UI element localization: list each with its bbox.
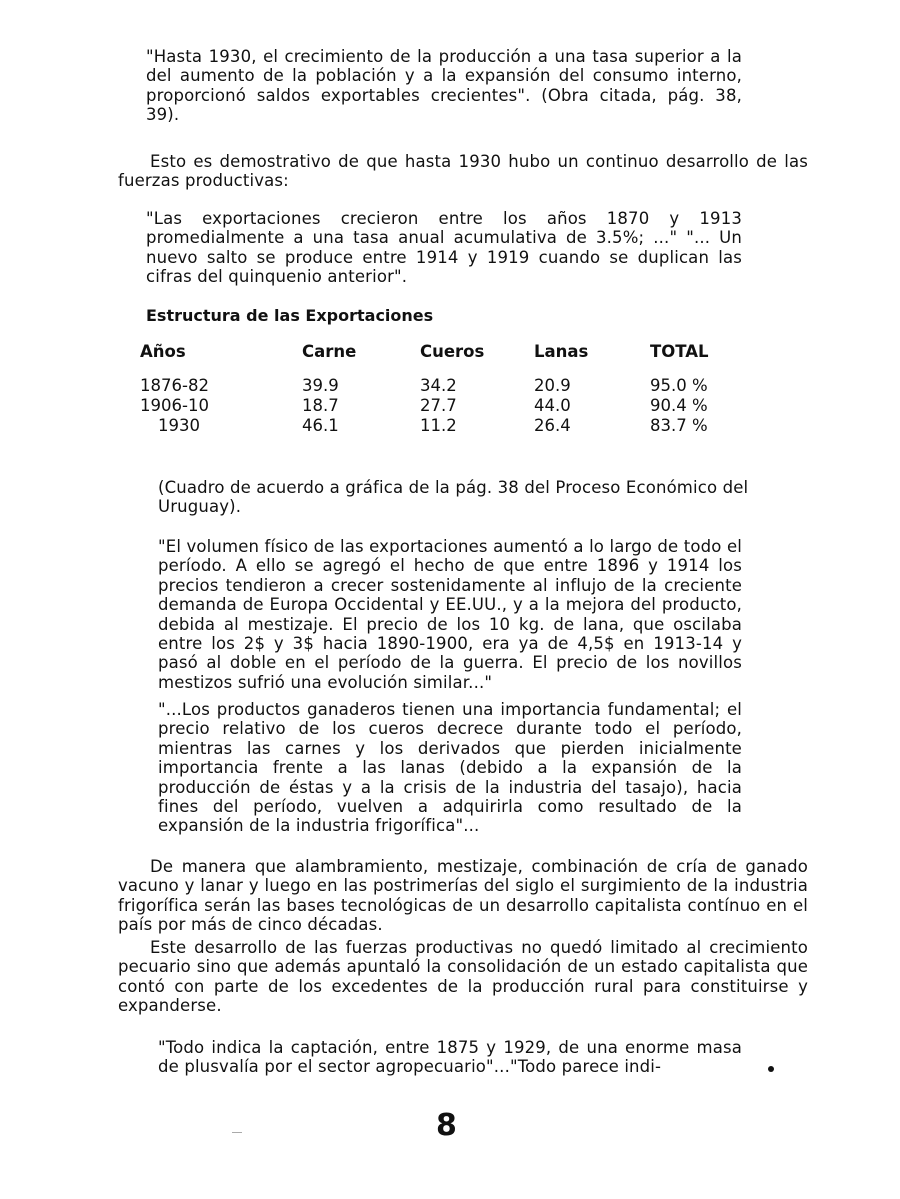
quote-block-2: "Las exportaciones crecieron entre los años 1870 y 1913 promedialmente a una tasa anual acumulativa de 3.5%; ..." "... Un nuevo salto se produce entre 1914 y 1919 cuando se duplican las cifras del quinquenio anterior". bbox=[146, 209, 742, 287]
cell-hides: 11.2 bbox=[420, 416, 457, 435]
table-row bbox=[140, 376, 770, 396]
header-total: TOTAL bbox=[650, 342, 709, 361]
quote-block-3: "El volumen físico de las exportaciones aumentó a lo largo de todo el período. A ello se agregó el hecho de que entre 1896 y 1914 los precios tendieron a crecer sostenidamente al influjo de la creciente demanda de Europa Occidental y EE.UU., y a la mejora del producto, debida al mestizaje. El precio de los 10 kg. de lana, que oscilaba entre los 2$ y 3$ hacia 1890-1900, era ya de 4,5$ en 1913-14 y pasó al doble en el período de la guerra. El precio de los novillos mestizos sufrió una evolución similar..." bbox=[158, 537, 742, 692]
quote-block-4: "...Los productos ganaderos tienen una importancia fundamental; el precio relativo de los cueros decrece durante todo el período, mientras las carnes y los derivados que pierden inicialmente importancia frente a las lanas (debido a la expansión de la producción de éstas y a la crisis de la industria del tasajo), hacia fines del período, vuelven a adquirirla como resultado de la expansión de la industria frigorífica"... bbox=[158, 700, 742, 836]
ink-dot-mark bbox=[768, 1066, 774, 1072]
cell-hides: 34.2 bbox=[420, 376, 457, 395]
cell-meat: 39.9 bbox=[302, 376, 339, 395]
cell-years: 1930 bbox=[158, 416, 200, 435]
page-number: 8 bbox=[436, 1108, 457, 1143]
exports-table bbox=[140, 342, 770, 436]
cell-hides: 27.7 bbox=[420, 396, 457, 415]
cell-years: 1876-82 bbox=[140, 376, 209, 395]
header-meat: Carne bbox=[302, 342, 357, 361]
quote-block-5: "Todo indica la captación, entre 1875 y 1929, de una enorme masa de plusvalía por el sector agropecuario"..."Todo parece indi- bbox=[158, 1038, 742, 1077]
paragraph-2: De manera que alambramiento, mestizaje, combinación de cría de ganado vacuno y lanar y luego en las postrimerías del siglo el surgimiento de la industria frigorífica serán las bases tecnológicas de un desarrollo capitalista contínuo en el país por más de cinco décadas. bbox=[118, 857, 808, 935]
cell-meat: 46.1 bbox=[302, 416, 339, 435]
header-hides: Cueros bbox=[420, 342, 485, 361]
table-header-row bbox=[140, 342, 770, 376]
cell-meat: 18.7 bbox=[302, 396, 339, 415]
cell-years: 1906-10 bbox=[140, 396, 209, 415]
cell-total: 95.0 % bbox=[650, 376, 708, 395]
paragraph-1: Esto es demostrativo de que hasta 1930 hubo un continuo desarrollo de las fuerzas productivas: bbox=[118, 152, 808, 191]
table-row bbox=[140, 396, 770, 416]
table-title: Estructura de las Exportaciones bbox=[146, 306, 434, 325]
cell-total: 90.4 % bbox=[650, 396, 708, 415]
paragraph-3: Este desarrollo de las fuerzas productivas no quedó limitado al crecimiento pecuario sino que además apuntaló la consolidación de un estado capitalista que contó con parte de los excedentes de la producción rural para constituirse y expanderse. bbox=[118, 938, 808, 1016]
scan-dash-mark bbox=[232, 1132, 242, 1133]
table-row bbox=[140, 416, 770, 436]
cell-wool: 44.0 bbox=[534, 396, 571, 415]
cell-wool: 20.9 bbox=[534, 376, 571, 395]
header-wool: Lanas bbox=[534, 342, 589, 361]
source-note: (Cuadro de acuerdo a gráfica de la pág. 38 del Proceso Económico del Uruguay). bbox=[158, 478, 749, 517]
cell-total: 83.7 % bbox=[650, 416, 708, 435]
header-years: Años bbox=[140, 342, 186, 361]
cell-wool: 26.4 bbox=[534, 416, 571, 435]
quote-block-1: "Hasta 1930, el crecimiento de la producción a una tasa superior a la del aumento de la población y a la expansión del consumo interno, proporcionó saldos exportables crecientes". (Obra citada, pág. 38, 39). bbox=[146, 47, 742, 125]
